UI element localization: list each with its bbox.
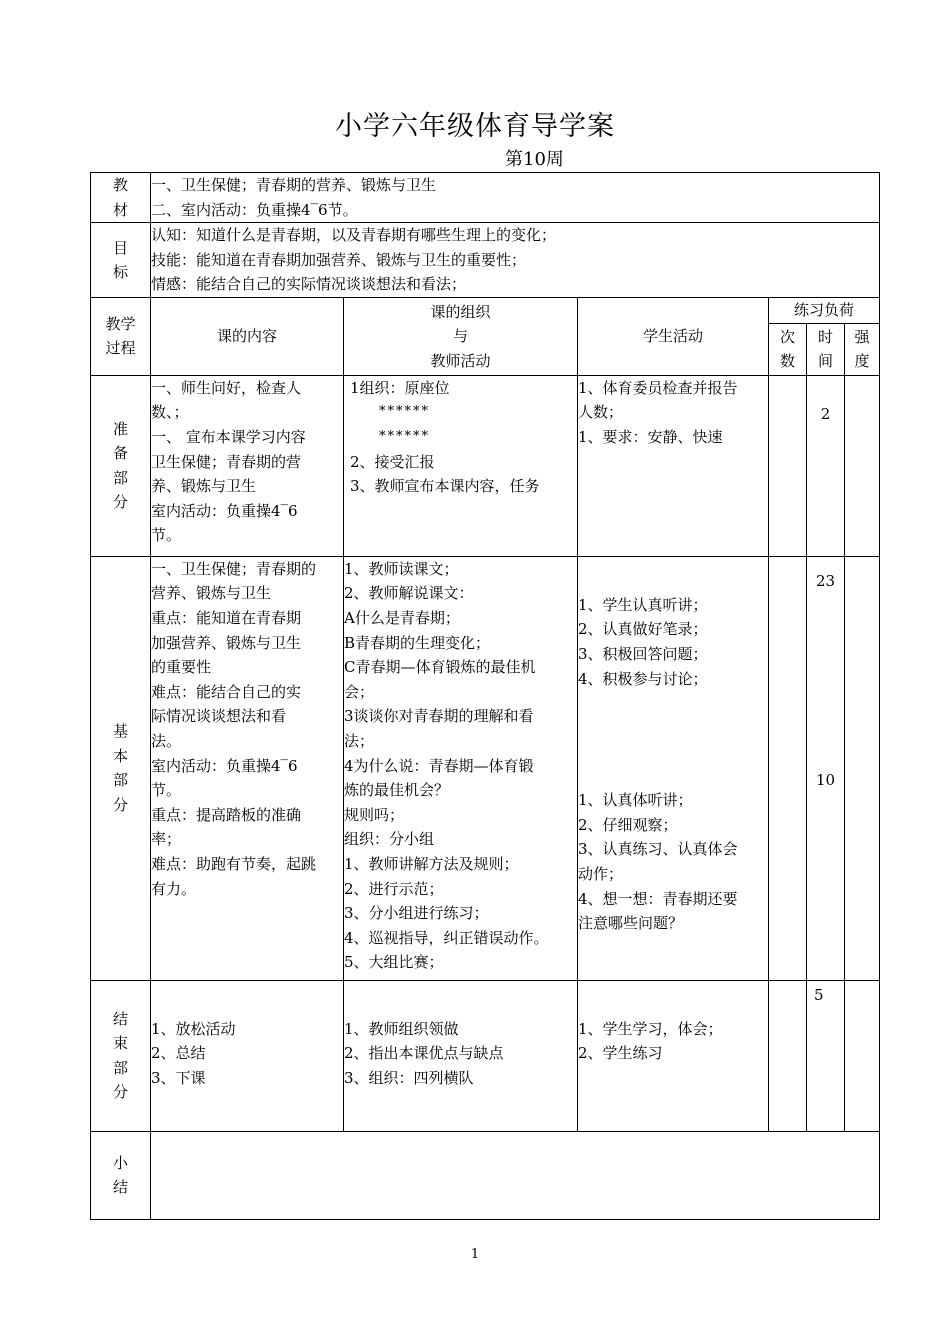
prep-student-activity: 1、体育委员检查并报告 人数； 1、要求：安静、快速	[578, 375, 769, 556]
end-teacher-activity: 1、教师组织领做 2、指出本课优点与缺点 3、组织：四列横队	[344, 980, 578, 1131]
objectives-label: 目 标	[91, 223, 151, 298]
basic-content: 一、卫生保健；青春期的 营养、锻炼与卫生 重点：能知道在青春期 加强营养、锻炼与卫生 的重要性 难点：能结合自己的实 际情况谈谈想法和看 法。 室内活动：负重操4‾6 节。 重点：提高踏板的准确 率； 难点：助跑有节奏，起跳 有力。	[151, 556, 344, 980]
student-activity-header: 学生活动	[578, 298, 769, 376]
prep-times	[769, 375, 807, 556]
times-header: 次 数	[769, 323, 807, 375]
basic-student-activity-part-1: 1、学生认真听讲； 2、认真做好笔录； 3、积极回答问题； 4、积极参与讨论；	[578, 595, 708, 688]
end-section-row	[91, 980, 880, 1131]
formation-stars-row-1: ******	[379, 404, 430, 420]
week-label: 第10周	[505, 149, 564, 170]
prep-teacher-activity: 1组织：原座位 ****** ****** 2、接受汇报 3、教师宣布本课内容，任务	[344, 375, 578, 556]
basic-student-activity	[578, 556, 769, 980]
objectives-row	[91, 223, 880, 298]
lesson-plan-table	[90, 172, 880, 1220]
formation-stars-row-2: ******	[379, 428, 430, 444]
summary-row	[91, 1131, 880, 1219]
textbook-row	[91, 173, 880, 223]
objectives-content: 认知：知道什么是青春期，以及青春期有哪些生理上的变化； 技能：能知道在青春期加强营养、锻炼与卫生的重要性； 情感：能结合自己的实际情况谈谈想法和看法；	[151, 223, 880, 298]
end-content: 1、放松活动 2、总结 3、下课	[151, 980, 344, 1131]
basic-teacher-activity: 1、教师读课文； 2、教师解说课文： A什么是青春期； B青春期的生理变化； C青春期—体育锻炼的最佳机 会； 3谈谈你对青春期的理解和看 法； 4为什么说：青春期—体育锻 炼的最佳机会？ 规则吗； 组织：分小组 1、教师讲解方法及规则； 2、进行示范； 3、分小组进行练习； 4、巡视指导，纠正错误动作。 5、大组比赛；	[344, 556, 578, 980]
process-header: 教学 过程	[91, 298, 151, 376]
prep-intensity	[845, 375, 880, 556]
summary-label: 小 结	[91, 1131, 151, 1219]
end-duration: 5	[807, 980, 845, 1131]
prep-content: 一、师生问好，检查人 数、； 一、 宣布本课学习内容 卫生保健；青春期的营 养、锻炼与卫生 室内活动：负重操4‾6 节。	[151, 375, 344, 556]
end-student-activity: 1、学生学习，体会； 2、学生练习	[578, 980, 769, 1131]
intensity-header: 强 度	[845, 323, 880, 375]
end-label: 结 束 部 分	[91, 980, 151, 1131]
basic-times	[769, 556, 807, 980]
practice-load-header: 练习负荷	[769, 298, 880, 324]
textbook-content: 一、卫生保健；青春期的营养、锻炼与卫生 二、室内活动：负重操4‾6节。	[151, 173, 880, 223]
organization-header: 课的组织 与 教师活动	[344, 298, 578, 376]
duration-header: 时 间	[807, 323, 845, 375]
basic-intensity	[845, 556, 880, 980]
content-header: 课的内容	[151, 298, 344, 376]
basic-student-activity-part-2: 1、认真体听讲； 2、仔细观察； 3、认真练习、认真体会 动作； 4、想一想：青春期还要 注意哪些问题？	[578, 791, 738, 933]
document-title: 小学六年级体育导学案	[335, 111, 615, 142]
basic-section-row	[91, 556, 880, 980]
header-row	[91, 298, 880, 324]
prep-section-row	[91, 375, 880, 556]
prep-label: 准 备 部 分	[91, 375, 151, 556]
end-intensity	[845, 980, 880, 1131]
end-times	[769, 980, 807, 1131]
textbook-label: 教 材	[91, 173, 151, 223]
prep-duration: 2	[807, 375, 845, 556]
basic-duration: 23 10	[807, 556, 845, 980]
basic-label: 基 本 部 分	[91, 556, 151, 980]
summary-content	[151, 1131, 880, 1219]
page-number: 1	[470, 1247, 480, 1262]
